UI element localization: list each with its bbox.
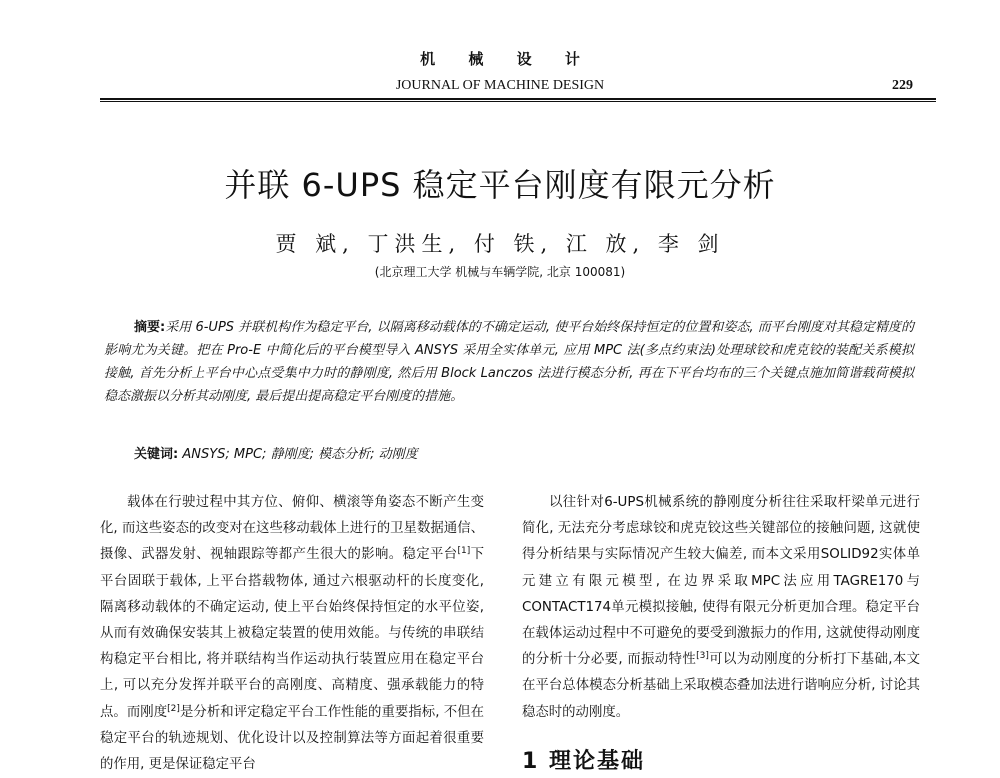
keywords [134, 443, 914, 462]
journal-name-english: JOURNAL OF MACHINE DESIGN [395, 78, 605, 93]
body-column-left [100, 490, 484, 778]
header-rule [100, 98, 936, 102]
author-affiliation: (北京理工大学 机械与车辆学院, 北京 100081) [374, 265, 626, 279]
abstract-text: 采用 6-UPS 并联机构作为稳定平台, 以隔离移动载体的不确定运动, 使平台始终保持恒定的位置和姿态, 而平台刚度对其稳定精度的影响尤为关键。把在 Pro-E 中简化后的平台模型导入 ANSYS 采用全实体单元, 应用 MPC 法(多点约束法)处理球铰和虎克铰的装配关系模拟接触, 首先分析上平台中心点受集中力时的静刚度, 然后用 Block Lanczos 法进行模态分析, 再在下平台均布的三个关键点施加简谐载荷模拟稳态激振以分析其动刚度, 最后提出提高稳定平台刚度的措施。 [104, 320, 914, 404]
abstract-label: 摘要: [134, 320, 166, 335]
body-text: 可以为动刚度的分析打下基础,本文在平台总体模态分析基础上采取模态叠加法进行谐响应分析, 讨论其稳态时的动刚度。 [522, 652, 921, 720]
keywords-text: ANSYS; MPC; 静刚度; 模态分析; 动刚度 [182, 447, 418, 462]
journal-name-chinese: 机 械 设 计 [420, 50, 594, 68]
citation-ref: [3] [696, 651, 709, 662]
body-text: 以往针对6-UPS机械系统的静刚度分析往往采取杆梁单元进行简化, 无法充分考虑球铰和虎克铰这些关键部位的接触问题, 这就使得分析结果与实际情况产生较大偏差, 而本文采用SOLID92实体单元建立有限元模型, 在边界采取MPC法应用TAGRE170与CONTACT174单元模拟接触, 使得有限元分析更加合理。稳定平台在载体运动过程中不可避免的要受到激振力的作用, 这就使得动刚度的分析十分必要, 而振动特性 [522, 495, 920, 668]
body-text: 是分析和评定稳定平台工作性能的重要指标, 不但在稳定平台的轨迹规划、优化设计以及控制算法等方面起着很重要的作用, 更是保证稳定平台 [100, 704, 485, 773]
page-number: 229 [892, 78, 913, 93]
article-authors: 贾 斌, 丁洪生, 付 铁, 江 放, 李 剑 [275, 232, 725, 256]
keywords-label: 关键词: [134, 447, 179, 462]
body-text: 载体在行驶过程中其方位、俯仰、横滚等角姿态不断产生变化, 而这些姿态的改变对在这些移动载体上进行的卫星数据通信、摄像、武器发射、视轴跟踪等都产生很大的影响。稳定平台 [100, 495, 484, 563]
abstract [104, 316, 914, 408]
citation-ref: [2] [167, 703, 180, 714]
citation-ref: [1] [457, 546, 471, 557]
section-heading: 1 理论基础 [522, 749, 645, 774]
article-title: 并联 6-UPS 稳定平台刚度有限元分析 [224, 166, 776, 204]
body-column-right [522, 490, 920, 726]
body-text: 下平台固联于载体, 上平台搭载物体, 通过六根驱动杆的长度变化, 隔离移动载体的不确定运动, 使上平台始终保持恒定的水平位姿, 从而有效确保安装其上被稳定装置的使用效能。与传统的串联结构稳定平台相比, 将并联结构当作运动执行装置应用在稳定平台上, 可以充分发挥并联平台的高刚度、高精度、强承载能力的特点。而刚度 [100, 547, 484, 720]
